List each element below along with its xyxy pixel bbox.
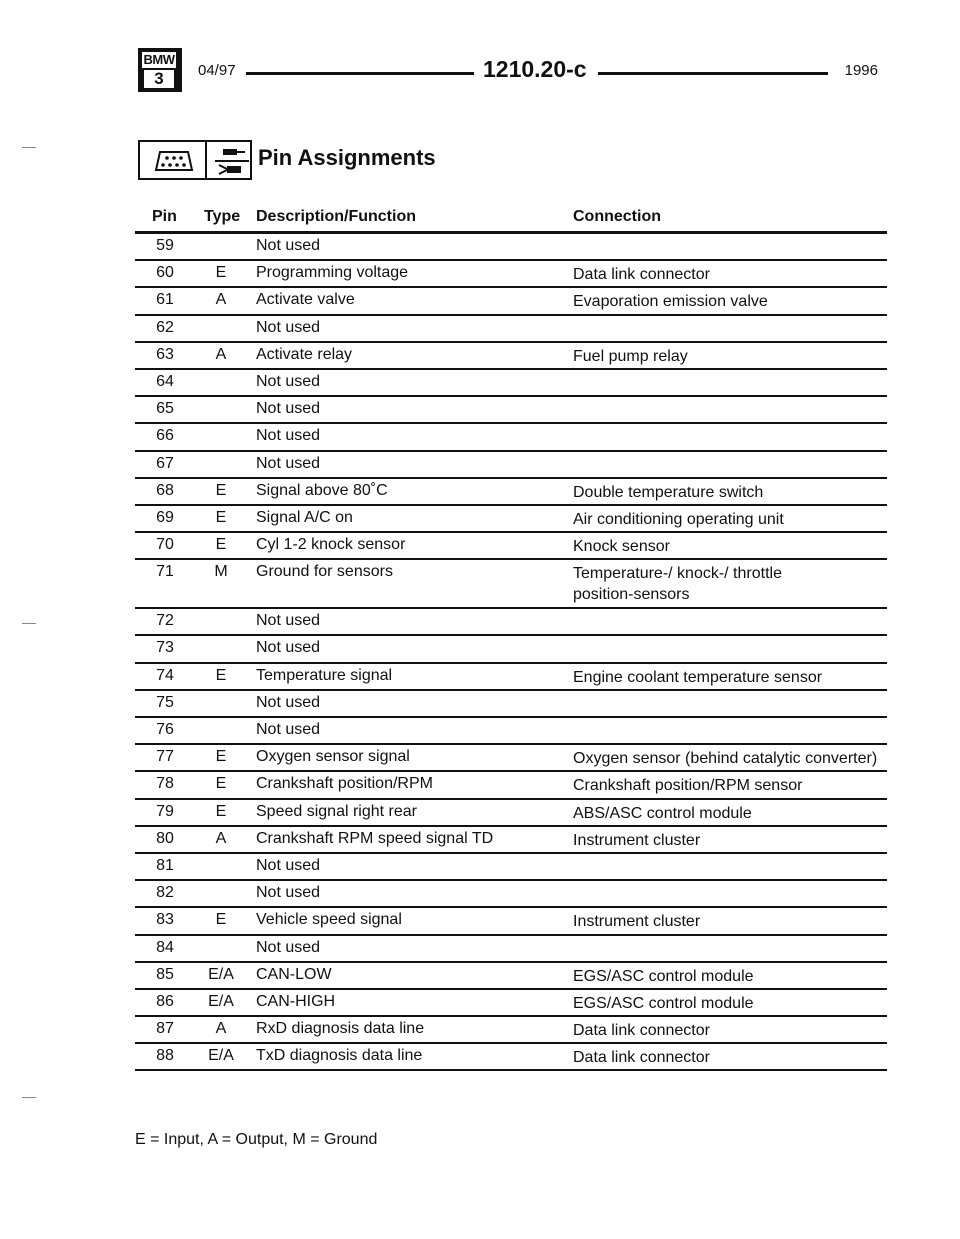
pin-description: Activate valve bbox=[256, 291, 355, 309]
pin-number: 88 bbox=[156, 1047, 174, 1065]
table-row bbox=[135, 718, 887, 745]
pin-connection: Temperature-/ knock-/ throttle position-sensors bbox=[573, 565, 782, 604]
margin-mark bbox=[22, 1097, 36, 1098]
table-row bbox=[135, 908, 887, 935]
section-icons bbox=[138, 140, 252, 180]
pin-number: 68 bbox=[156, 481, 174, 499]
pin-connection: Crankshaft position/RPM sensor bbox=[573, 777, 803, 795]
pin-type: E bbox=[215, 802, 227, 820]
pin-assignment-icon bbox=[215, 147, 249, 177]
pin-connection: Data link connector bbox=[573, 266, 710, 284]
pin-type: A bbox=[215, 1020, 227, 1038]
table-row bbox=[135, 397, 887, 424]
pin-description: Vehicle speed signal bbox=[256, 911, 402, 929]
pin-type: E bbox=[215, 666, 227, 684]
pin-number: 73 bbox=[156, 639, 174, 657]
header-year: 1996 bbox=[844, 62, 878, 79]
table-row bbox=[135, 827, 887, 854]
pin-description: Signal A/C on bbox=[256, 508, 353, 526]
pin-description: Oxygen sensor signal bbox=[256, 748, 410, 766]
pin-connection: Data link connector bbox=[573, 1022, 710, 1040]
pin-description: Not used bbox=[256, 318, 321, 336]
table-row bbox=[135, 881, 887, 908]
table-row bbox=[135, 424, 887, 451]
pin-connection: Instrument cluster bbox=[573, 913, 701, 931]
pin-connection: Engine coolant temperature sensor bbox=[573, 668, 823, 686]
table-row bbox=[135, 261, 887, 288]
document-number: 1210.20-c bbox=[483, 56, 587, 82]
pin-type: E bbox=[215, 911, 227, 929]
pin-number: 79 bbox=[156, 802, 174, 820]
table-row bbox=[135, 854, 887, 881]
table-row bbox=[135, 343, 887, 370]
pin-number: 84 bbox=[156, 938, 174, 956]
pin-type: M bbox=[214, 563, 228, 581]
pin-number: 59 bbox=[156, 237, 174, 254]
pin-description: Not used bbox=[256, 427, 321, 445]
pin-number: 61 bbox=[156, 291, 174, 309]
pin-description: Not used bbox=[256, 454, 321, 472]
pin-description: Activate relay bbox=[256, 345, 353, 363]
pin-description: Not used bbox=[256, 693, 321, 711]
table-row bbox=[135, 370, 887, 397]
pin-connection: Data link connector bbox=[573, 1049, 710, 1067]
pin-description: Speed signal right rear bbox=[256, 802, 417, 820]
col-header-connection: Connection bbox=[573, 208, 661, 225]
logo-series: 3 bbox=[144, 70, 174, 88]
pin-description: Not used bbox=[256, 612, 321, 630]
pin-number: 75 bbox=[156, 693, 174, 711]
pin-description: Not used bbox=[256, 237, 321, 254]
pin-description: Temperature signal bbox=[256, 666, 393, 684]
pin-type: E bbox=[215, 264, 227, 282]
pin-number: 83 bbox=[156, 911, 174, 929]
pin-description: Not used bbox=[256, 639, 321, 657]
pin-number: 74 bbox=[156, 666, 174, 684]
table-row bbox=[135, 479, 887, 506]
table-row bbox=[135, 745, 887, 772]
table-row bbox=[135, 636, 887, 663]
table-row bbox=[135, 533, 887, 560]
pin-description: Signal above 80˚C bbox=[256, 481, 388, 499]
pin-type: E bbox=[215, 481, 227, 499]
pin-type: A bbox=[215, 829, 227, 847]
pin-connection: EGS/ASC control module bbox=[573, 994, 754, 1012]
pin-description: Not used bbox=[256, 400, 321, 418]
pin-type: E/A bbox=[208, 992, 234, 1010]
table-row bbox=[135, 452, 887, 479]
pin-description: Crankshaft RPM speed signal TD bbox=[256, 829, 494, 847]
pin-connection: Oxygen sensor (behind catalytic converter) bbox=[573, 750, 878, 768]
pin-table bbox=[135, 234, 887, 1071]
pin-type: E bbox=[215, 748, 227, 766]
pin-number: 77 bbox=[156, 748, 174, 766]
pin-description: Not used bbox=[256, 938, 321, 956]
table-row bbox=[135, 691, 887, 718]
pin-number: 81 bbox=[156, 856, 174, 874]
pin-type: E/A bbox=[208, 965, 234, 983]
table-row bbox=[135, 288, 887, 315]
header-rule-right bbox=[598, 72, 828, 75]
pin-description: Programming voltage bbox=[256, 264, 409, 282]
pin-connection: Evaporation emission valve bbox=[573, 293, 768, 311]
table-row bbox=[135, 506, 887, 533]
col-header-type: Type bbox=[204, 208, 241, 225]
pin-number: 64 bbox=[156, 372, 174, 390]
pin-description: TxD diagnosis data line bbox=[256, 1047, 423, 1065]
table-row bbox=[135, 800, 887, 827]
pin-description: Not used bbox=[256, 721, 321, 738]
pin-description: Not used bbox=[256, 884, 321, 902]
pin-description: Cyl 1-2 knock sensor bbox=[256, 536, 406, 554]
pin-number: 80 bbox=[156, 829, 174, 847]
pin-number: 82 bbox=[156, 884, 174, 902]
header-rule-left bbox=[246, 72, 474, 75]
pin-description: RxD diagnosis data line bbox=[256, 1020, 425, 1038]
table-row bbox=[135, 772, 887, 799]
connector-icon bbox=[154, 150, 194, 172]
col-header-description: Description/Function bbox=[256, 208, 416, 225]
pin-type: E bbox=[215, 775, 227, 793]
pin-description: CAN-LOW bbox=[256, 965, 332, 983]
col-header-pin: Pin bbox=[152, 208, 177, 225]
pin-type: E/A bbox=[208, 1047, 234, 1065]
pin-number: 85 bbox=[156, 965, 174, 983]
pin-number: 76 bbox=[156, 721, 174, 738]
icon-divider bbox=[205, 142, 207, 178]
pin-connection: EGS/ASC control module bbox=[573, 967, 754, 985]
pin-number: 65 bbox=[156, 400, 174, 418]
pin-connection: Knock sensor bbox=[573, 538, 670, 556]
pin-number: 70 bbox=[156, 536, 174, 554]
table-row bbox=[135, 560, 887, 609]
pin-description: Not used bbox=[256, 372, 321, 390]
bmw-logo bbox=[138, 48, 182, 92]
pin-connection: Fuel pump relay bbox=[573, 347, 688, 365]
pin-connection: ABS/ASC control module bbox=[573, 804, 752, 822]
type-legend: E = Input, A = Output, M = Ground bbox=[135, 1131, 378, 1148]
table-row bbox=[135, 234, 887, 261]
table-row bbox=[135, 664, 887, 691]
table-row bbox=[135, 1017, 887, 1044]
logo-brand: BMW bbox=[143, 52, 175, 67]
table-row bbox=[135, 990, 887, 1017]
table-row bbox=[135, 609, 887, 636]
pin-connection: Air conditioning operating unit bbox=[573, 510, 784, 528]
pin-number: 60 bbox=[156, 264, 174, 282]
pin-type: A bbox=[215, 291, 227, 309]
pin-type: E bbox=[215, 536, 227, 554]
pin-number: 62 bbox=[156, 318, 174, 336]
section-title: Pin Assignments bbox=[258, 145, 436, 170]
table-row bbox=[135, 316, 887, 343]
pin-number: 87 bbox=[156, 1020, 174, 1038]
pin-description: Ground for sensors bbox=[256, 563, 393, 581]
pin-number: 63 bbox=[156, 345, 174, 363]
page-header bbox=[138, 48, 878, 92]
table-row bbox=[135, 963, 887, 990]
pin-number: 69 bbox=[156, 508, 174, 526]
pin-type: A bbox=[215, 345, 227, 363]
margin-mark bbox=[22, 623, 36, 624]
pin-number: 78 bbox=[156, 775, 174, 793]
pin-connection: Instrument cluster bbox=[573, 831, 701, 849]
table-row bbox=[135, 1044, 887, 1071]
pin-description: Crankshaft position/RPM bbox=[256, 775, 433, 793]
table-row bbox=[135, 936, 887, 963]
pin-description: Not used bbox=[256, 856, 321, 874]
pin-type: E bbox=[215, 508, 227, 526]
pin-number: 67 bbox=[156, 454, 174, 472]
header-date: 04/97 bbox=[198, 62, 236, 79]
pin-number: 66 bbox=[156, 427, 174, 445]
pin-number: 71 bbox=[156, 563, 174, 581]
pin-connection: Double temperature switch bbox=[573, 483, 764, 501]
pin-number: 86 bbox=[156, 992, 174, 1010]
pin-number: 72 bbox=[156, 612, 174, 630]
margin-mark bbox=[22, 147, 36, 148]
pin-description: CAN-HIGH bbox=[256, 992, 336, 1010]
